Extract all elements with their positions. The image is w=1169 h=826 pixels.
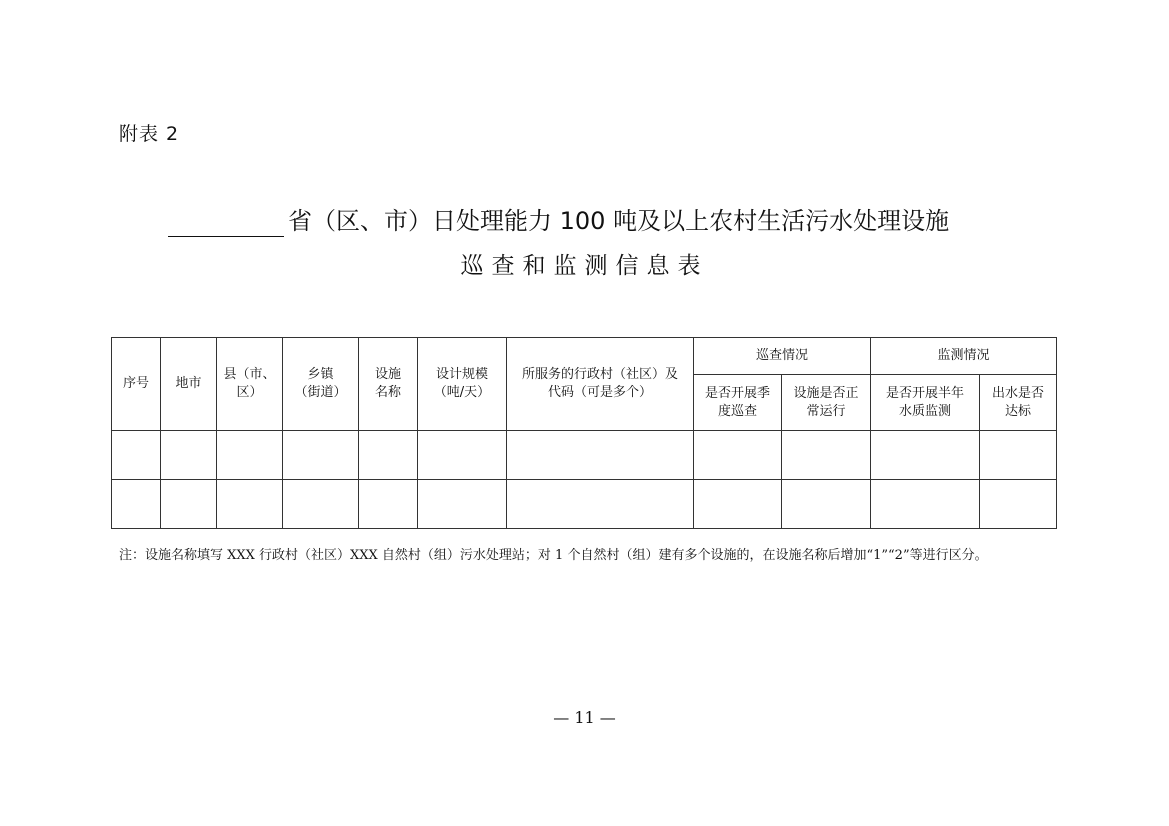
- header-effluent-compliance: 出水是否 达标: [980, 375, 1057, 431]
- header-group-inspection: 巡查情况: [694, 338, 871, 375]
- table-cell[interactable]: [980, 480, 1057, 529]
- table-cell[interactable]: [359, 431, 418, 480]
- table-row: [112, 480, 1057, 529]
- inspection-monitoring-table: [111, 337, 1057, 529]
- appendix-label: 附表 2: [119, 123, 180, 145]
- table-cell[interactable]: [112, 480, 161, 529]
- province-blank-line: [168, 206, 284, 237]
- header-serial-number: 序号: [112, 338, 161, 431]
- title-line1: [168, 203, 949, 237]
- page-number: — 11 —: [553, 708, 616, 727]
- table-cell[interactable]: [217, 431, 283, 480]
- table-cell[interactable]: [694, 480, 782, 529]
- table-cell[interactable]: [782, 431, 871, 480]
- table-cell[interactable]: [161, 480, 217, 529]
- table-cell[interactable]: [418, 480, 507, 529]
- table-cell[interactable]: [507, 431, 694, 480]
- header-city: 地市: [161, 338, 217, 431]
- table-cell[interactable]: [359, 480, 418, 529]
- header-design-capacity: 设计规模 （吨/天）: [418, 338, 507, 431]
- table-cell[interactable]: [507, 480, 694, 529]
- table-cell[interactable]: [112, 431, 161, 480]
- table-cell[interactable]: [782, 480, 871, 529]
- table-cell[interactable]: [694, 431, 782, 480]
- table-cell[interactable]: [161, 431, 217, 480]
- header-county: 县（市、 区）: [217, 338, 283, 431]
- header-semiannual-monitoring: 是否开展半年 水质监测: [871, 375, 980, 431]
- title-line2: 巡查和监测信息表: [460, 253, 709, 279]
- header-group-monitoring: 监测情况: [871, 338, 1057, 375]
- table-cell[interactable]: [283, 480, 359, 529]
- title-line1-text: 省（区、市）日处理能力 100 吨及以上农村生活污水处理设施: [288, 207, 950, 235]
- header-township: 乡镇 （街道）: [283, 338, 359, 431]
- table-note: 注：设施名称填写 XXX 行政村（社区）XXX 自然村（组）污水处理站；对 1 个自然村（组）建有多个设施的，在设施名称后增加“1”“2”等进行区分。: [119, 548, 988, 563]
- table-cell[interactable]: [217, 480, 283, 529]
- table-cell[interactable]: [871, 431, 980, 480]
- table-cell[interactable]: [980, 431, 1057, 480]
- table-row: [112, 431, 1057, 480]
- header-normal-operation: 设施是否正 常运行: [782, 375, 871, 431]
- header-facility-name: 设施 名称: [359, 338, 418, 431]
- header-quarterly-inspection: 是否开展季 度巡查: [694, 375, 782, 431]
- table-cell[interactable]: [283, 431, 359, 480]
- table-cell[interactable]: [871, 480, 980, 529]
- header-served-villages: 所服务的行政村（社区）及 代码（可是多个）: [507, 338, 694, 431]
- table-cell[interactable]: [418, 431, 507, 480]
